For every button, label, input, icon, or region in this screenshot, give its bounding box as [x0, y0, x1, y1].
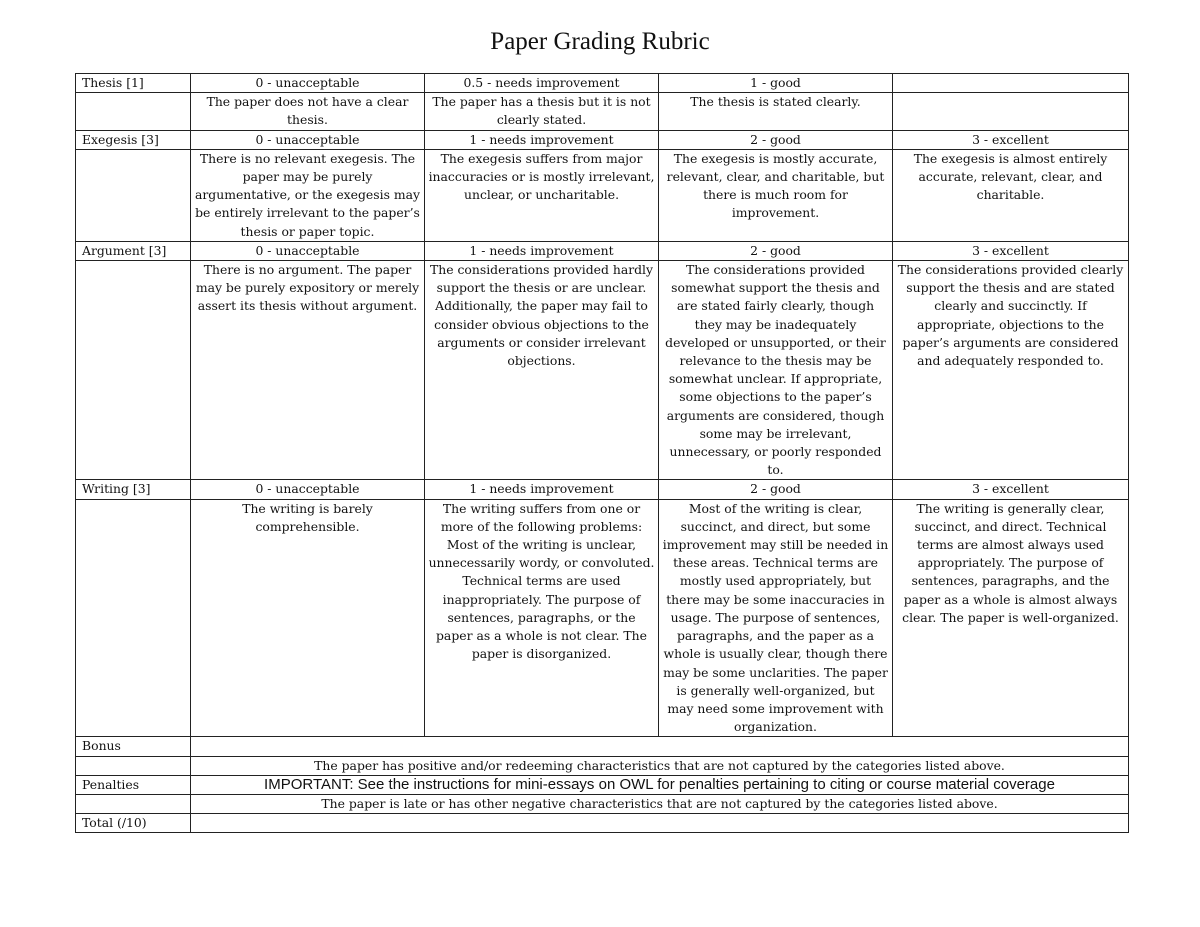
- level-header: 2 - good: [659, 130, 893, 149]
- level-header: 0 - unacceptable: [191, 241, 425, 260]
- category-label: Exegesis [3]: [76, 130, 191, 149]
- level-header: 1 - needs improvement: [425, 241, 659, 260]
- total-value: [191, 814, 1129, 833]
- penalties-description-row: [76, 794, 1129, 813]
- level-description: The paper has a thesis but it is not clearly stated.: [425, 93, 659, 130]
- total-label: Total (/10): [76, 814, 191, 833]
- writing-level-row: [76, 480, 1129, 499]
- level-description: The exegesis suffers from major inaccuracies or is mostly irrelevant, unclear, or uncharitable.: [425, 149, 659, 241]
- level-header: [893, 74, 1129, 93]
- exegesis-level-row: [76, 130, 1129, 149]
- level-description: The considerations provided hardly support the thesis or are unclear. Additionally, the paper may fail to consider obvious objections to the arguments or consider irrelevant objections.: [425, 261, 659, 480]
- category-label: Argument [3]: [76, 241, 191, 260]
- level-header: 3 - excellent: [893, 130, 1129, 149]
- level-description: The writing suffers from one or more of the following problems: Most of the writing is unclear, unnecessarily wordy, or convoluted. Technical terms are used inappropriately. The purpose of sentences, paragraphs, or the paper as a whole is not clear. The paper is disorganized.: [425, 499, 659, 737]
- empty-cell: [76, 756, 191, 775]
- level-description: The writing is barely comprehensible.: [191, 499, 425, 737]
- level-header: 1 - needs improvement: [425, 480, 659, 499]
- empty-cell: [76, 499, 191, 737]
- argument-level-row: [76, 241, 1129, 260]
- empty-cell: [76, 261, 191, 480]
- penalties-description: The paper is late or has other negative characteristics that are not captured by the categories listed above.: [191, 794, 1129, 813]
- level-description: The exegesis is almost entirely accurate, relevant, clear, and charitable.: [893, 149, 1129, 241]
- level-header: 0 - unacceptable: [191, 74, 425, 93]
- level-description: The exegesis is mostly accurate, relevant, clear, and charitable, but there is much room for improvement.: [659, 149, 893, 241]
- empty-cell: [76, 93, 191, 130]
- level-header: 0 - unacceptable: [191, 130, 425, 149]
- level-header: 0 - unacceptable: [191, 480, 425, 499]
- level-description: The thesis is stated clearly.: [659, 93, 893, 130]
- level-description: The considerations provided clearly support the thesis and are stated clearly and succinctly. If appropriate, objections to the paper’s arguments are considered and adequately responded to.: [893, 261, 1129, 480]
- empty-cell: [76, 794, 191, 813]
- level-description: There is no relevant exegesis. The paper may be purely argumentative, or the exegesis may be entirely irrelevant to the paper’s thesis or paper topic.: [191, 149, 425, 241]
- level-header: 0.5 - needs improvement: [425, 74, 659, 93]
- level-description: The considerations provided somewhat support the thesis and are stated fairly clearly, though they may be inadequately developed or unsupported, or their relevance to the thesis may be somewhat unclear. If appropriate, some objections to the paper’s arguments are considered, though some may be irrelevant, unnecessary, or poorly responded to.: [659, 261, 893, 480]
- level-header: 3 - excellent: [893, 241, 1129, 260]
- exegesis-description-row: [76, 149, 1129, 241]
- level-description: The writing is generally clear, succinct, and direct. Technical terms are almost always used appropriately. The purpose of sentences, paragraphs, and the paper as a whole is almost always clear. The paper is well-organized.: [893, 499, 1129, 737]
- category-label: Writing [3]: [76, 480, 191, 499]
- total-row: [76, 814, 1129, 833]
- level-header: 3 - excellent: [893, 480, 1129, 499]
- level-description: There is no argument. The paper may be purely expository or merely assert its thesis without argument.: [191, 261, 425, 480]
- level-header: 1 - needs improvement: [425, 130, 659, 149]
- page-title: Paper Grading Rubric: [490, 28, 710, 55]
- level-description: Most of the writing is clear, succinct, and direct, but some improvement may still be needed in these areas. Technical terms are mostly used appropriately, but there may be some inaccuracies in usage. The purpose of sentences, paragraphs, and the paper as a whole is usually clear, though there may be some unclarities. The paper is generally well-organized, but may need some improvement with organization.: [659, 499, 893, 737]
- empty-cell: [76, 149, 191, 241]
- argument-description-row: [76, 261, 1129, 480]
- empty-cell: [191, 737, 1129, 756]
- level-description: The paper does not have a clear thesis.: [191, 93, 425, 130]
- level-header: 1 - good: [659, 74, 893, 93]
- penalties-label: Penalties: [76, 775, 191, 794]
- writing-description-row: [76, 499, 1129, 737]
- penalties-label-row: [76, 775, 1129, 794]
- thesis-description-row: [76, 93, 1129, 130]
- rubric-table: [75, 73, 1129, 833]
- bonus-description-row: [76, 756, 1129, 775]
- level-header: 2 - good: [659, 241, 893, 260]
- bonus-label-row: [76, 737, 1129, 756]
- penalties-important-note: IMPORTANT: See the instructions for mini-essays on OWL for penalties pertaining to citing or course material coverage: [191, 775, 1129, 794]
- bonus-description: The paper has positive and/or redeeming characteristics that are not captured by the categories listed above.: [191, 756, 1129, 775]
- level-description: [893, 93, 1129, 130]
- level-header: 2 - good: [659, 480, 893, 499]
- category-label: Thesis [1]: [76, 74, 191, 93]
- bonus-label: Bonus: [76, 737, 191, 756]
- thesis-level-row: [76, 74, 1129, 93]
